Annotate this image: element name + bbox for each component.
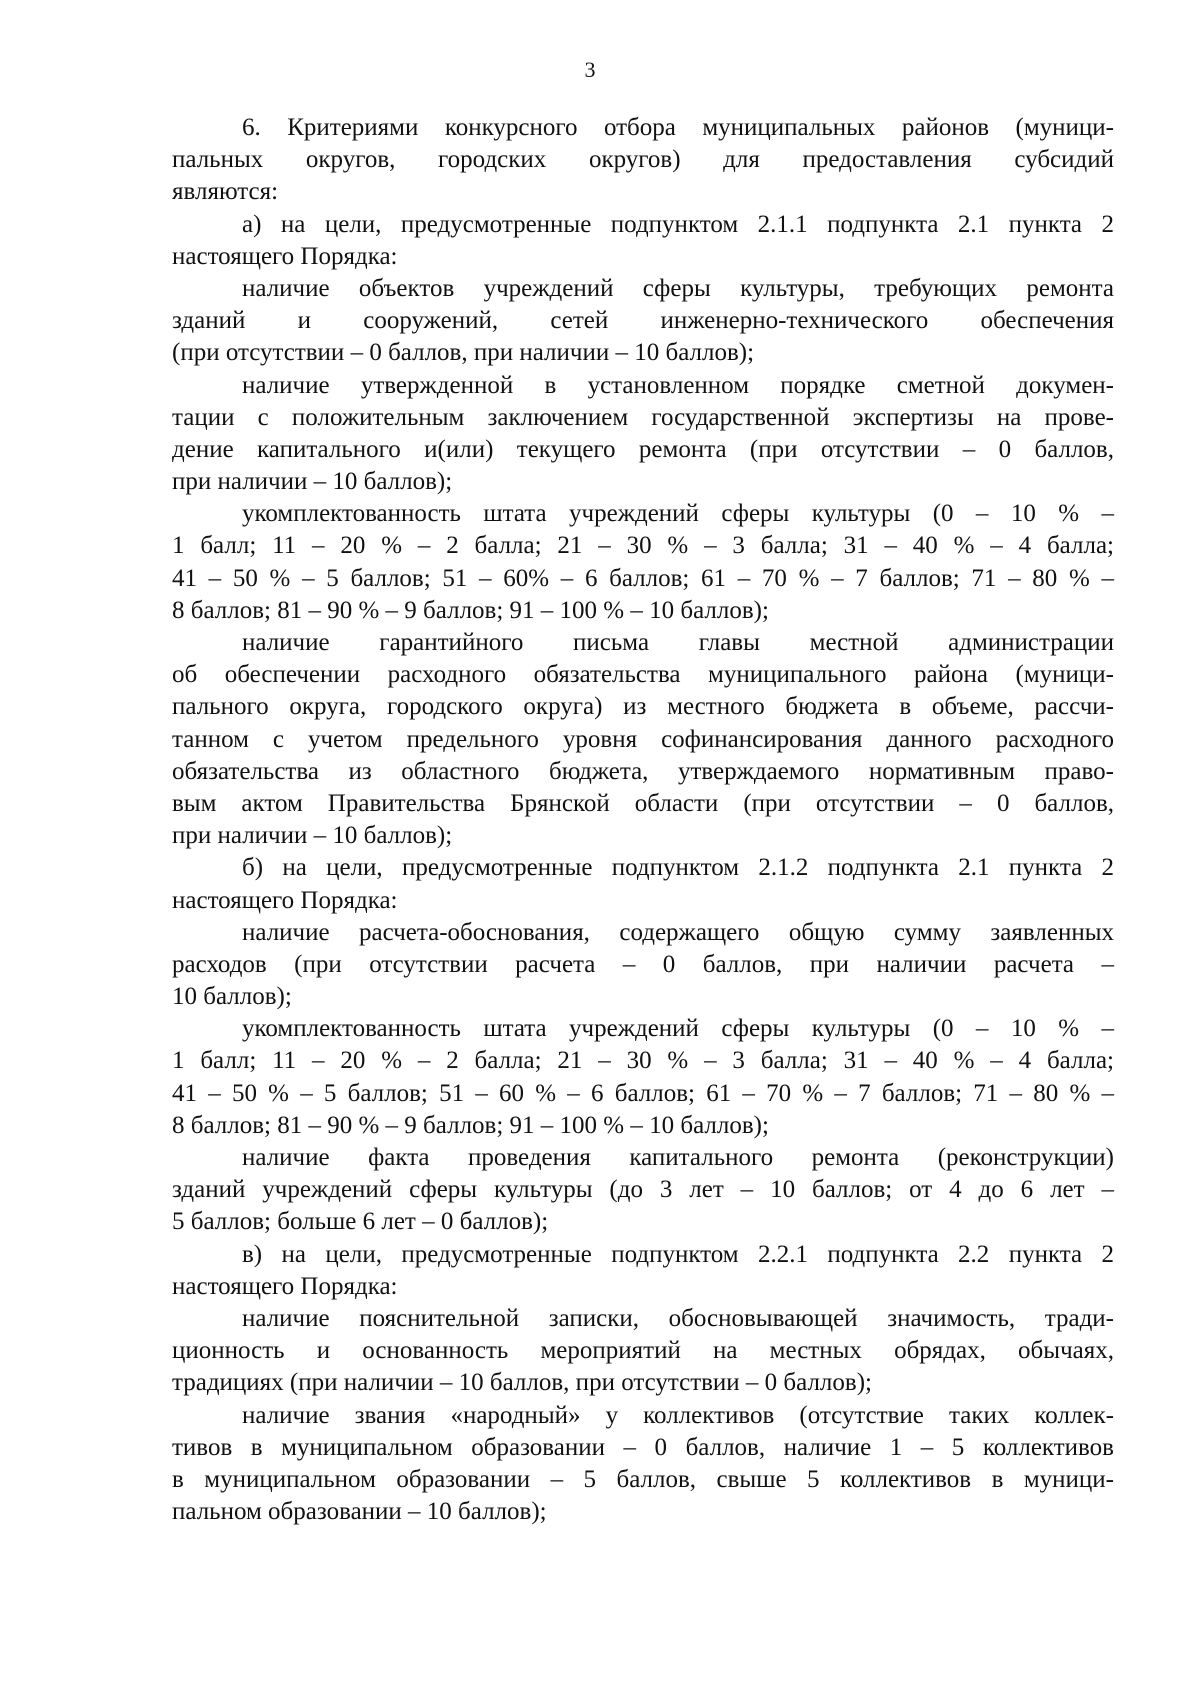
- paragraph-first-line: наличие гарантийного письма главы местной администрации: [242, 629, 1114, 656]
- text-line: при наличии – 10 баллов);: [172, 468, 453, 496]
- text-line: пального округа, городского округа) из местного бюджета в объеме, рассчи-: [172, 693, 1114, 721]
- text-line: (при отсутствии – 0 баллов, при наличии – 10 баллов);: [172, 339, 755, 367]
- paragraph-first-line: укомплектованность штата учреждений сферы культуры (0 – 10 % –: [242, 1015, 1114, 1043]
- text-line: об обеспечении расходного обязательства муниципального района (муници-: [172, 661, 1114, 689]
- paragraph-first-line: а) на цели, предусмотренные подпунктом 2.1.1 подпункта 2.1 пункта 2: [242, 210, 1114, 238]
- text-line: 10 баллов);: [172, 983, 292, 1011]
- paragraph-first-line: наличие пояснительной записки, обосновывающей значимость, тради-: [242, 1304, 1114, 1332]
- paragraph-first-line: укомплектованность штата учреждений сферы культуры (0 – 10 % –: [242, 500, 1114, 528]
- page-number: 3: [584, 57, 596, 82]
- paragraph-first-line: наличие утвержденной в установленном порядке сметной докумен-: [242, 371, 1114, 399]
- text-line: настоящего Порядка:: [172, 242, 398, 270]
- text-line: 41 – 50 % – 5 баллов; 51 – 60% – 6 баллов; 61 – 70 % – 7 баллов; 71 – 80 % –: [172, 564, 1114, 592]
- text-line: тивов в муниципальном образовании – 0 баллов, наличие 1 – 5 коллективов: [172, 1433, 1114, 1461]
- text-line: 5 баллов; больше 6 лет – 0 баллов);: [172, 1208, 549, 1236]
- text-line: зданий учреждений сферы культуры (до 3 лет – 10 баллов; от 4 до 6 лет –: [172, 1176, 1114, 1204]
- text-line: при наличии – 10 баллов);: [172, 822, 453, 850]
- text-line: 1 балл; 11 – 20 % – 2 балла; 21 – 30 % – 3 балла; 31 – 40 % – 4 балла;: [172, 1047, 1114, 1075]
- text-line: в муниципальном образовании – 5 баллов, свыше 5 коллективов в муници-: [172, 1465, 1114, 1493]
- text-line: танном с учетом предельного уровня софинансирования данного расходного: [172, 725, 1114, 753]
- text-line: являются:: [172, 178, 279, 206]
- text-line: 1 балл; 11 – 20 % – 2 балла; 21 – 30 % – 3 балла; 31 – 40 % – 4 балла;: [172, 532, 1114, 560]
- text-line: ционность и основанность мероприятий на местных обрядах, обычаях,: [172, 1337, 1114, 1365]
- text-line: дение капитального и(или) текущего ремонта (при отсутствии – 0 баллов,: [172, 435, 1114, 463]
- text-line: 8 баллов; 81 – 90 % – 9 баллов; 91 – 100 % – 10 баллов);: [172, 596, 769, 624]
- text-line: расходов (при отсутствии расчета – 0 баллов, при наличии расчета –: [172, 950, 1114, 978]
- paragraph-first-line: наличие объектов учреждений сферы культуры, требующих ремонта: [242, 274, 1114, 302]
- paragraph-first-line: наличие звания «народный» у коллективов (отсутствие таких коллек-: [242, 1401, 1114, 1429]
- paragraph-first-line: 6. Критериями конкурсного отбора муниципальных районов (муници-: [242, 114, 1114, 141]
- text-line: обязательства из областного бюджета, утверждаемого нормативным право-: [172, 757, 1114, 785]
- text-line: 41 – 50 % – 5 баллов; 51 – 60 % – 6 баллов; 61 – 70 % – 7 баллов; 71 – 80 % –: [172, 1079, 1114, 1107]
- text-line: традициях (при наличии – 10 баллов, при отсутствии – 0 баллов);: [172, 1369, 872, 1397]
- paragraph-first-line: б) на цели, предусмотренные подпунктом 2.1.2 подпункта 2.1 пункта 2: [242, 854, 1114, 882]
- text-line: пальном образовании – 10 баллов);: [172, 1498, 547, 1526]
- text-line: 8 баллов; 81 – 90 % – 9 баллов; 91 – 100 % – 10 баллов);: [172, 1111, 769, 1139]
- document-body: [172, 112, 1114, 1528]
- paragraph-first-line: наличие расчета-обоснования, содержащего общую сумму заявленных: [242, 918, 1114, 946]
- text-line: зданий и сооружений, сетей инженерно-технического обеспечения: [172, 307, 1114, 335]
- text-line: пальных округов, городских округов) для предоставления субсидий: [172, 146, 1114, 174]
- paragraph-first-line: в) на цели, предусмотренные подпунктом 2.2.1 подпункта 2.2 пункта 2: [242, 1240, 1114, 1268]
- text-line: вым актом Правительства Брянской области (при отсутствии – 0 баллов,: [172, 789, 1114, 817]
- paragraph-first-line: наличие факта проведения капитального ремонта (реконструкции): [242, 1144, 1114, 1171]
- text-line: настоящего Порядка:: [172, 886, 398, 914]
- text-line: настоящего Порядка:: [172, 1272, 398, 1300]
- text-line: тации с положительным заключением государственной экспертизы на прове-: [172, 403, 1114, 431]
